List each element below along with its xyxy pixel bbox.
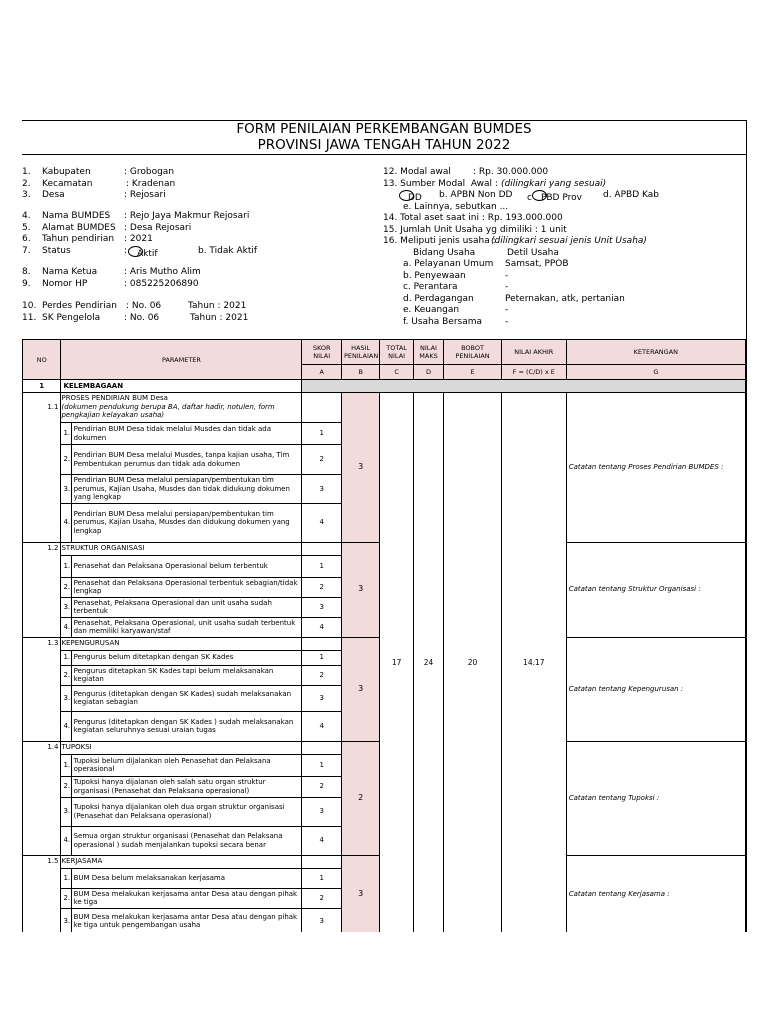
table-cell: 2. (61, 445, 71, 475)
table-cell: 1 (302, 423, 341, 445)
header-letter-e: E (444, 365, 502, 380)
group-title: PROSES PENDIRIAN BUM Desa (61, 394, 168, 402)
table-cell: Tupoksi belum dijalankan oleh Penasehat dan Pelaksana operasional (71, 754, 302, 776)
info-text: 11. (22, 312, 37, 323)
header-parameter: PARAMETER (61, 340, 302, 380)
group-number: 1.2 (23, 542, 61, 637)
table-cell: Pendirian BUM Desa tidak melalui Musdes dan tidak ada dokumen (71, 423, 302, 445)
info-text: 5. (22, 222, 31, 233)
status-option-tidak-aktif: b. Tidak Aktif (198, 245, 258, 256)
table-cell: Pendirian BUM Desa melalui persiapan/pembentukan tim perumus, Kajian Usaha, Musdes dan tidak didukung dokumen yang lengkap (71, 475, 302, 504)
table-cell: Penasehat, Pelaksana Operasional dan unit usaha sudah terbentuk (71, 597, 302, 617)
info-text: 12. Modal awal (383, 167, 451, 177)
group-number: 1.4 (23, 741, 61, 855)
form-title-line1: FORM PENILAIAN PERKEMBANGAN BUMDES (236, 121, 532, 137)
info-text: : Desa Rejosari (124, 222, 192, 233)
info-text: : Rejo Jaya Makmur Rejosari (124, 211, 250, 221)
info-text: 3. (22, 190, 31, 200)
info-text: DD (408, 193, 422, 203)
table-cell: 2. (61, 776, 71, 797)
info-text: 15. Jumlah Unit Usaha yg dimiliki : 1 unit (383, 224, 567, 235)
hasil-penilaian-value: 3 (341, 393, 379, 543)
info-text: Nama BUMDES (42, 211, 111, 221)
table-cell: 2 (302, 665, 341, 685)
info-text: 1. (22, 167, 31, 177)
table-cell: 2 (302, 888, 341, 908)
table-cell: Pengurus (ditetapkan dengan SK Kades ) sudah melaksanakan kegiatan seluruhnya sesuai uraian tugas (71, 711, 302, 741)
info-text: : (124, 245, 128, 256)
table-cell: 1. (61, 555, 71, 577)
info-text: Detil Usaha (507, 247, 559, 258)
table-cell: 2 (302, 776, 341, 797)
info-text: Tahun pendirian (42, 234, 115, 244)
info-text: Alamat BUMDES (42, 222, 116, 233)
keterangan-note: Catatan tentang Struktur Organisasi : (566, 542, 745, 637)
table-cell: BUM Desa melakukan kerjasama antar Desa atau dengan pihak ke tiga untuk pengembangan usaha (71, 908, 302, 932)
info-text: f. Usaha Bersama (403, 316, 483, 327)
info-text: c (527, 193, 532, 203)
info-text: a. Pelayanan Umum (403, 259, 494, 269)
header-letter-b: B (341, 365, 379, 380)
info-text: Kabupaten (42, 167, 91, 177)
table-cell: 4. (61, 617, 71, 637)
table-cell: 4. (61, 503, 71, 542)
info-text: c. Perantara (403, 282, 458, 292)
info-text: Status (42, 245, 71, 256)
table-cell: Penasehat, Pelaksana Operasional, unit usaha sudah terbentuk dan memiliki karyawan/staf (71, 617, 302, 637)
hasil-penilaian-value: 3 (341, 637, 379, 741)
info-text: 8. (22, 267, 31, 277)
assessment-table (22, 339, 746, 932)
keterangan-note: Catatan tentang Kerjasama : (566, 855, 745, 932)
info-text: 6. (22, 234, 31, 244)
table-cell: 1 (302, 754, 341, 776)
section-no: 1 (23, 380, 61, 393)
group-number: 1.3 (23, 637, 61, 741)
title-divider (22, 154, 746, 155)
table-cell: Tupoksi hanya dijalanan oleh salah satu organ struktur organisasi (Penasehat dan Pelaksana operasional) (71, 776, 302, 797)
info-text: : Grobogan (124, 167, 175, 177)
table-cell: 3 (302, 597, 341, 617)
info-text: b. Penyewaan (403, 270, 466, 281)
table-cell (302, 393, 341, 423)
table-cell: Pendirian BUM Desa melalui Musdes, tanpa kajian usaha, Tim Pembentukan perumus dan tidak ada dokumen (71, 445, 302, 475)
info-text: Nomor HP (42, 278, 88, 289)
info-text: d. Perdagangan (403, 293, 474, 304)
info-text: Aktif (137, 248, 158, 259)
identity-block-right (383, 167, 746, 332)
header-bobot: BOBOT PENILAIAN (444, 340, 502, 365)
table-cell: 1 (302, 555, 341, 577)
header-letter-a: A (302, 365, 341, 380)
header-keterangan: KETERANGAN (566, 340, 745, 365)
table-cell: Tupoksi hanya dijalankan oleh dua organ struktur organisasi (Penasehat dan Pelaksana operasional) (71, 797, 302, 826)
table-cell: 2. (61, 665, 71, 685)
info-text: (dilingkari yang sesuai) (501, 178, 607, 189)
header-total: TOTAL NILAI (380, 340, 413, 365)
info-text: 16. Meliputi jenis usaha : (383, 236, 496, 246)
info-text: e. Keuangan (403, 305, 460, 315)
table-cell: BUM Desa melakukan kerjasama antar Desa atau dengan pihak ke tiga (71, 888, 302, 908)
hasil-penilaian-value: 3 (341, 855, 379, 932)
table-cell: 4 (302, 711, 341, 741)
keterangan-note: Catatan tentang Proses Pendirian BUMDES : (566, 393, 745, 543)
table-cell: 4. (61, 826, 71, 855)
info-text (527, 190, 582, 205)
table-cell: 2 (302, 445, 341, 475)
info-text: d. APBD Kab (603, 190, 659, 200)
header-letter-d: D (413, 365, 443, 380)
section-shade (302, 380, 746, 393)
info-text: 10. (22, 301, 37, 311)
table-cell: 3 (302, 475, 341, 504)
keterangan-note: Catatan tentang Tupoksi : (566, 741, 745, 855)
table-cell: 4 (302, 617, 341, 637)
group-subtitle: (dokumen pendukung berupa BA, daftar hadir, notulen, form pengkajian kelayakan usaha) (61, 402, 275, 419)
table-cell: 1. (61, 868, 71, 888)
table-cell: 2. (61, 577, 71, 597)
table-cell: 3. (61, 597, 71, 617)
header-maks: NILAI MAKS (413, 340, 443, 365)
info-text: 14. Total aset saat ini : Rp. 193.000.000 (383, 213, 563, 223)
table-cell: 2. (61, 888, 71, 908)
info-text: : Rejosari (124, 190, 166, 200)
group-row (23, 393, 746, 423)
info-text: - (505, 305, 509, 315)
table-cell: 3. (61, 475, 71, 504)
info-text: Bidang Usaha (413, 247, 476, 258)
table-cell (61, 393, 302, 423)
total-nilai-value: 17 (380, 393, 413, 933)
info-text: Kecamatan (42, 178, 93, 189)
info-text: Samsat, PPOB (505, 259, 569, 269)
table-cell: 3 (302, 797, 341, 826)
table-cell (302, 542, 341, 555)
table-cell (302, 855, 341, 868)
form-title-line2: PROVINSI JAWA TENGAH TAHUN 2022 (257, 137, 511, 153)
header-skor: SKOR NILAI (302, 340, 341, 365)
table-cell: Pengurus ditetapkan SK Kades tapi belum melaksanakan kegiatan (71, 665, 302, 685)
table-cell: 3 (302, 908, 341, 932)
info-text: Tahun : 2021 (190, 312, 249, 323)
header-letter-g: G (566, 365, 745, 380)
keterangan-note: Catatan tentang Kepengurusan : (566, 637, 745, 741)
info-text: : 2021 (124, 234, 153, 244)
info-text: : Aris Mutho Alim (124, 267, 201, 277)
header-letter-c: C (380, 365, 413, 380)
table-cell: 2 (302, 577, 341, 597)
table-cell: 4. (61, 711, 71, 741)
group-title: STRUKTUR ORGANISASI (61, 542, 302, 555)
info-text: : No. 06 (126, 301, 162, 311)
group-number: 1.1 (23, 393, 61, 543)
info-text: - (505, 316, 509, 327)
table-cell: 3 (302, 685, 341, 711)
table-cell: 4 (302, 826, 341, 855)
hasil-penilaian-value: 2 (341, 741, 379, 855)
header-letter-f: F = (C/D) x E (501, 365, 566, 380)
table-cell: Penasehat dan Pelaksana Operasional belum terbentuk (71, 555, 302, 577)
table-cell: Semua organ struktur organisasi (Penasehat dan Pelaksana operasional ) sudah menjalankan tupoksi secara benar (71, 826, 302, 855)
header-no: NO (23, 340, 61, 380)
info-text: e. Lainnya, sebutkan ... (403, 201, 509, 212)
header-akhir: NILAI AKHIR (501, 340, 566, 365)
info-text: Tahun : 2021 (188, 301, 247, 311)
section-title: KELEMBAGAAN (61, 380, 302, 393)
table-cell (302, 637, 341, 650)
group-title: KEPENGURUSAN (61, 637, 302, 650)
group-title: TUPOKSI (61, 741, 302, 754)
info-text: Nama Ketua (42, 267, 98, 277)
table-cell (302, 741, 341, 754)
table-cell: 1. (61, 423, 71, 445)
nilai-maks-value: 24 (413, 393, 443, 933)
table-cell: 3. (61, 908, 71, 932)
form-sheet (22, 120, 747, 932)
status-option-aktif (128, 246, 158, 261)
table-cell: 1. (61, 650, 71, 665)
info-text: (dilingkari sesuai jenis Unit Usaha) (491, 236, 647, 246)
table-cell: 3. (61, 685, 71, 711)
info-text: Desa (42, 190, 65, 200)
identity-block-left (22, 167, 382, 332)
table-cell: 3. (61, 797, 71, 826)
group-number: 1.5 (23, 855, 61, 932)
table-cell: Pendirian BUM Desa melalui persiapan/pembentukan tim perumus, Kajian Usaha, Musdes dan didukung dokumen yang lengkap (71, 503, 302, 542)
table-cell: 1 (302, 650, 341, 665)
info-text: SK Pengelola (42, 312, 101, 323)
group-title: KERJASAMA (61, 855, 302, 868)
table-cell: Penasehat dan Pelaksana Operasional terbentuk sebagian/tidak lengkap (71, 577, 302, 597)
info-text: Perdes Pendirian (42, 301, 117, 311)
table-cell: Pengurus (ditetapkan dengan SK Kades) sudah melaksanakan kegiatan sebagian (71, 685, 302, 711)
info-text: Peternakan, atk, pertanian (505, 293, 625, 304)
info-text: - (505, 282, 509, 292)
table-cell: 4 (302, 503, 341, 542)
info-text: : Kradenan (126, 178, 176, 189)
nilai-akhir-value: 14.17 (501, 393, 566, 933)
info-text: 2. (22, 178, 31, 189)
hasil-penilaian-value: 3 (341, 542, 379, 637)
info-text: : 085225206890 (124, 278, 199, 289)
table-cell: 1 (302, 868, 341, 888)
table-cell: 1. (61, 754, 71, 776)
table-cell: BUM Desa belum melaksanakan kerjasama (71, 868, 302, 888)
info-text: 4. (22, 211, 31, 221)
table-cell: Pengurus belum ditetapkan dengan SK Kades (71, 650, 302, 665)
info-text: 13. Sumber Modal Awal : (383, 178, 498, 189)
info-text: - (505, 270, 509, 281)
info-text: PBD Prov (540, 193, 582, 203)
bobot-value: 20 (444, 393, 502, 933)
info-text: : No. 06 (124, 312, 160, 323)
info-text: b. APBN Non DD (439, 190, 513, 200)
header-hasil: HASIL PENILAIAN (341, 340, 379, 365)
info-text: : Rp. 30.000.000 (473, 167, 549, 177)
info-text: 7. (22, 245, 31, 256)
info-text: 9. (22, 278, 31, 289)
